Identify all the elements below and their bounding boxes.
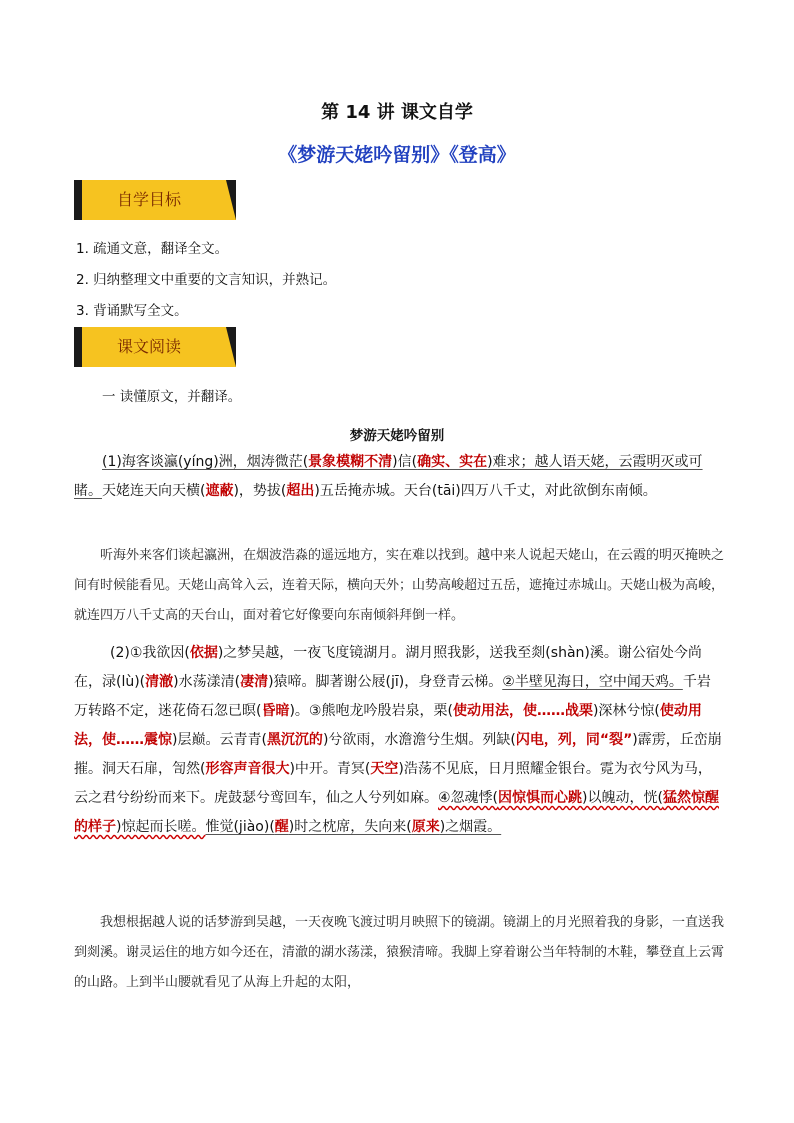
- poem-title: 梦游天姥吟留别: [349, 428, 445, 444]
- section-banner-reading-label: 课文阅读: [116, 337, 181, 356]
- text-run: )深林兮惊(: [592, 703, 660, 719]
- reading-instruction: 一 读懂原文，并翻译。: [102, 389, 242, 405]
- section-banner-goals-label: 自学目标: [116, 190, 181, 209]
- text-run: )信(: [392, 454, 418, 470]
- annotation: 天空: [370, 761, 399, 777]
- annotation: 依据: [189, 645, 218, 661]
- annotation: 景象模糊不清: [308, 454, 393, 470]
- goal-item-2: 2. 归纳整理文中重要的文言知识，并熟记。: [76, 272, 337, 288]
- text-run: )水荡漾清(: [173, 674, 241, 690]
- text-run: )难求；越人语天姥，云霞明灭或可睹。: [74, 454, 703, 499]
- translation-paragraph-2: [74, 908, 726, 998]
- underlined-phrase: [205, 819, 501, 835]
- text-run: ④忽魂悸(: [438, 790, 499, 806]
- text-run: )，势拔(: [233, 483, 287, 499]
- section-banner-reading: [74, 327, 236, 367]
- annotation: 原来: [411, 819, 440, 835]
- text-run: )中开。青冥(: [289, 761, 371, 777]
- page-title: 第 14 讲 课文自学: [321, 102, 473, 123]
- underlined-phrase: ②半壁见海日，空中闻天鸡。: [502, 674, 683, 690]
- text-run: )猿啼。脚著谢公屐(jī)，身登青云梯。: [268, 674, 503, 690]
- text-run: 惟觉(jiào)(: [205, 819, 275, 835]
- text-run: )之梦吴越，一夜飞度镜湖月。: [217, 645, 406, 661]
- annotation: 超出: [286, 483, 315, 499]
- text-run: )惊起而长嗟。: [116, 819, 206, 835]
- annotation: 使动用法，使……震惊: [74, 703, 702, 748]
- annotation: 醒: [274, 819, 289, 835]
- text-run: )兮欲雨，水澹澹兮生烟。列缺(: [322, 732, 516, 748]
- annotation: 形容声音很大: [205, 761, 290, 777]
- annotation: 黑沉沉的: [266, 732, 323, 748]
- text-run: )。③熊咆龙吟殷岩泉，栗(: [289, 703, 453, 719]
- annotation: 猛然惊醒的样子: [74, 790, 719, 835]
- section-banner-goals: [74, 180, 236, 220]
- text-run: 千岩万转路不定，迷花倚石忽已暝(: [74, 674, 711, 719]
- annotation: 遮蔽: [205, 483, 234, 499]
- text-run: )浩荡不见底，日月照耀金银台。霓为衣兮风为马，云之君兮纷纷而来下。虎鼓瑟兮鸾回车，仙之人兮列如麻。: [74, 761, 712, 806]
- text-run: )时之枕席，失向来(: [288, 819, 412, 835]
- text-run: (1)海客谈瀛(yíng)洲，烟涛微茫(: [102, 454, 309, 470]
- text-run: )以魄动，恍(: [582, 790, 663, 806]
- translation-paragraph-1: [74, 541, 726, 631]
- text-run: 湖月照我影，送我至剡(shàn)溪。谢公宿处今尚在，渌(lù)(: [74, 645, 702, 690]
- annotation: 确实、实在: [417, 454, 488, 470]
- text-run: 天姥连天向天横(: [102, 483, 206, 499]
- text-run: (2)①我欲因(: [110, 645, 190, 661]
- text-run: )五岳掩赤城。天台(tāi)四万八千丈，对此欲倒东南倾。: [314, 483, 657, 499]
- translation-text: 我想根据越人说的话梦游到吴越，一天夜晚飞渡过明月映照下的镜湖。镜湖上的月光照着我的身影，一直送我到剡溪。谢灵运住的地方如今还在，清澈的湖水荡漾，猿猴清啼。我脚上穿着谢公当年特制的木鞋，攀登直上云霄的山路。上到半山腰就看见了从海上升起的太阳，: [74, 915, 725, 990]
- original-paragraph-1: [74, 448, 724, 506]
- annotation: 凄清: [240, 674, 269, 690]
- translation-text: 听海外来客们谈起瀛洲，在烟波浩淼的遥远地方，实在难以找到。越中来人说起天姥山，在云霞的明灭掩映之间有时候能看见。天姥山高耸入云，连着天际，横向天外；山势高峻超过五岳，遮掩过赤城山。天姥山极为高峻，就连四万八千丈高的天台山，面对着它好像要向东南倾斜拜倒一样。: [74, 548, 725, 623]
- annotation: 使动用法，使……战栗: [452, 703, 593, 719]
- text-run: )之烟霞。: [439, 819, 502, 835]
- annotation: 因惊惧而心跳: [498, 790, 583, 806]
- annotation: 昏暗: [261, 703, 290, 719]
- annotation: 闪电，列，同“裂”: [515, 732, 633, 748]
- text-run: )霹雳，丘峦崩摧。洞天石扉，訇然(: [74, 732, 722, 777]
- page-subtitle: 《梦游天姥吟留别》《登高》: [278, 144, 516, 166]
- original-paragraph-2: [74, 639, 724, 842]
- annotation: 清澈: [145, 674, 174, 690]
- text-run: )层巅。云青青(: [172, 732, 267, 748]
- goal-item-3: 3. 背诵默写全文。: [76, 303, 188, 319]
- goal-item-1: 1. 疏通文意，翻译全文。: [76, 241, 229, 257]
